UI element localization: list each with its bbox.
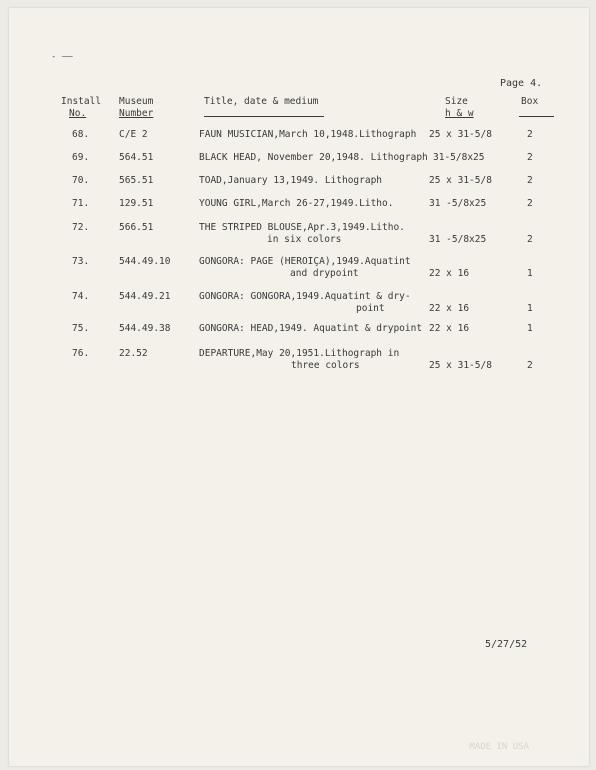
- header-title-rule: [204, 116, 324, 117]
- size: 22 x 16: [429, 268, 470, 279]
- header-install-line1: Install: [61, 96, 102, 107]
- title-continuation: in six colors: [267, 234, 342, 245]
- title-date-medium: YOUNG GIRL,March 26-27,1949.Litho.: [199, 198, 394, 209]
- header-museum: [119, 96, 153, 120]
- museum-number: 22.52: [119, 348, 148, 359]
- title-date-medium: TOAD,January 13,1949. Lithograph: [199, 175, 383, 186]
- header-museum-line1: Museum: [119, 96, 154, 107]
- header-install-line2: No.: [69, 108, 87, 119]
- header-size: [445, 96, 474, 120]
- size: 25 x 31-5/8: [429, 129, 492, 140]
- museum-number: 566.51: [119, 222, 154, 233]
- museum-number: C/E 2: [119, 129, 148, 140]
- title-continuation: three colors: [291, 360, 360, 371]
- header-size-line2: h & w: [445, 108, 474, 119]
- pencil-mark: - ——: [51, 52, 73, 62]
- title-date-medium: GONGORA: HEAD,1949. Aquatint & drypoint: [199, 323, 423, 334]
- size: 22 x 16: [429, 303, 470, 314]
- title-date-medium: THE STRIPED BLOUSE,Apr.3,1949.Litho.: [199, 222, 405, 233]
- install-no: 76.: [72, 348, 90, 359]
- title-date-medium: FAUN MUSICIAN,March 10,1948.Lithograph: [199, 129, 417, 140]
- museum-number: 544.49.38: [119, 323, 171, 334]
- size: 22 x 16: [429, 323, 470, 334]
- install-no: 70.: [72, 175, 90, 186]
- museum-number: 544.49.21: [119, 291, 171, 302]
- size: 25 x 31-5/8: [429, 175, 492, 186]
- install-no: 68.: [72, 129, 90, 140]
- museum-number: 544.49.10: [119, 256, 171, 267]
- museum-number: 564.51: [119, 152, 154, 163]
- box-number: 2: [527, 152, 533, 163]
- header-title: Title, date & medium: [204, 96, 319, 107]
- install-no: 71.: [72, 198, 90, 209]
- install-no: 75.: [72, 323, 90, 334]
- page-number: Page 4.: [500, 78, 543, 89]
- box-number: 2: [527, 129, 533, 140]
- header-install: [61, 96, 101, 120]
- box-number: 1: [527, 323, 533, 334]
- header-box-rule: [519, 116, 554, 117]
- size: 31-5/8x25: [433, 152, 485, 163]
- title-continuation: point: [356, 303, 385, 314]
- title-date-medium: DEPARTURE,May 20,1951.Lithograph in: [199, 348, 400, 359]
- install-no: 72.: [72, 222, 90, 233]
- box-number: 1: [527, 303, 533, 314]
- install-no: 73.: [72, 256, 90, 267]
- title-date-medium: GONGORA: PAGE (HEROIÇA),1949.Aquatint: [199, 256, 411, 267]
- document-page: [9, 8, 589, 766]
- box-number: 2: [527, 360, 533, 371]
- museum-number: 565.51: [119, 175, 154, 186]
- document-date: 5/27/52: [485, 639, 528, 650]
- museum-number: 129.51: [119, 198, 154, 209]
- header-museum-line2: Number: [119, 108, 154, 119]
- install-no: 69.: [72, 152, 90, 163]
- size: 31 -5/8x25: [429, 198, 487, 209]
- size: 25 x 31-5/8: [429, 360, 492, 371]
- box-number: 2: [527, 175, 533, 186]
- title-date-medium: BLACK HEAD, November 20,1948. Lithograph: [199, 152, 428, 163]
- box-number: 2: [527, 234, 533, 245]
- title-continuation: and drypoint: [290, 268, 359, 279]
- box-number: 2: [527, 198, 533, 209]
- faint-stamp: MADE IN USA: [469, 742, 529, 752]
- install-no: 74.: [72, 291, 90, 302]
- size: 31 -5/8x25: [429, 234, 487, 245]
- box-number: 1: [527, 268, 533, 279]
- header-box: Box: [521, 96, 539, 107]
- title-date-medium: GONGORA: GONGORA,1949.Aquatint & dry-: [199, 291, 411, 302]
- header-size-line1: Size: [445, 96, 468, 107]
